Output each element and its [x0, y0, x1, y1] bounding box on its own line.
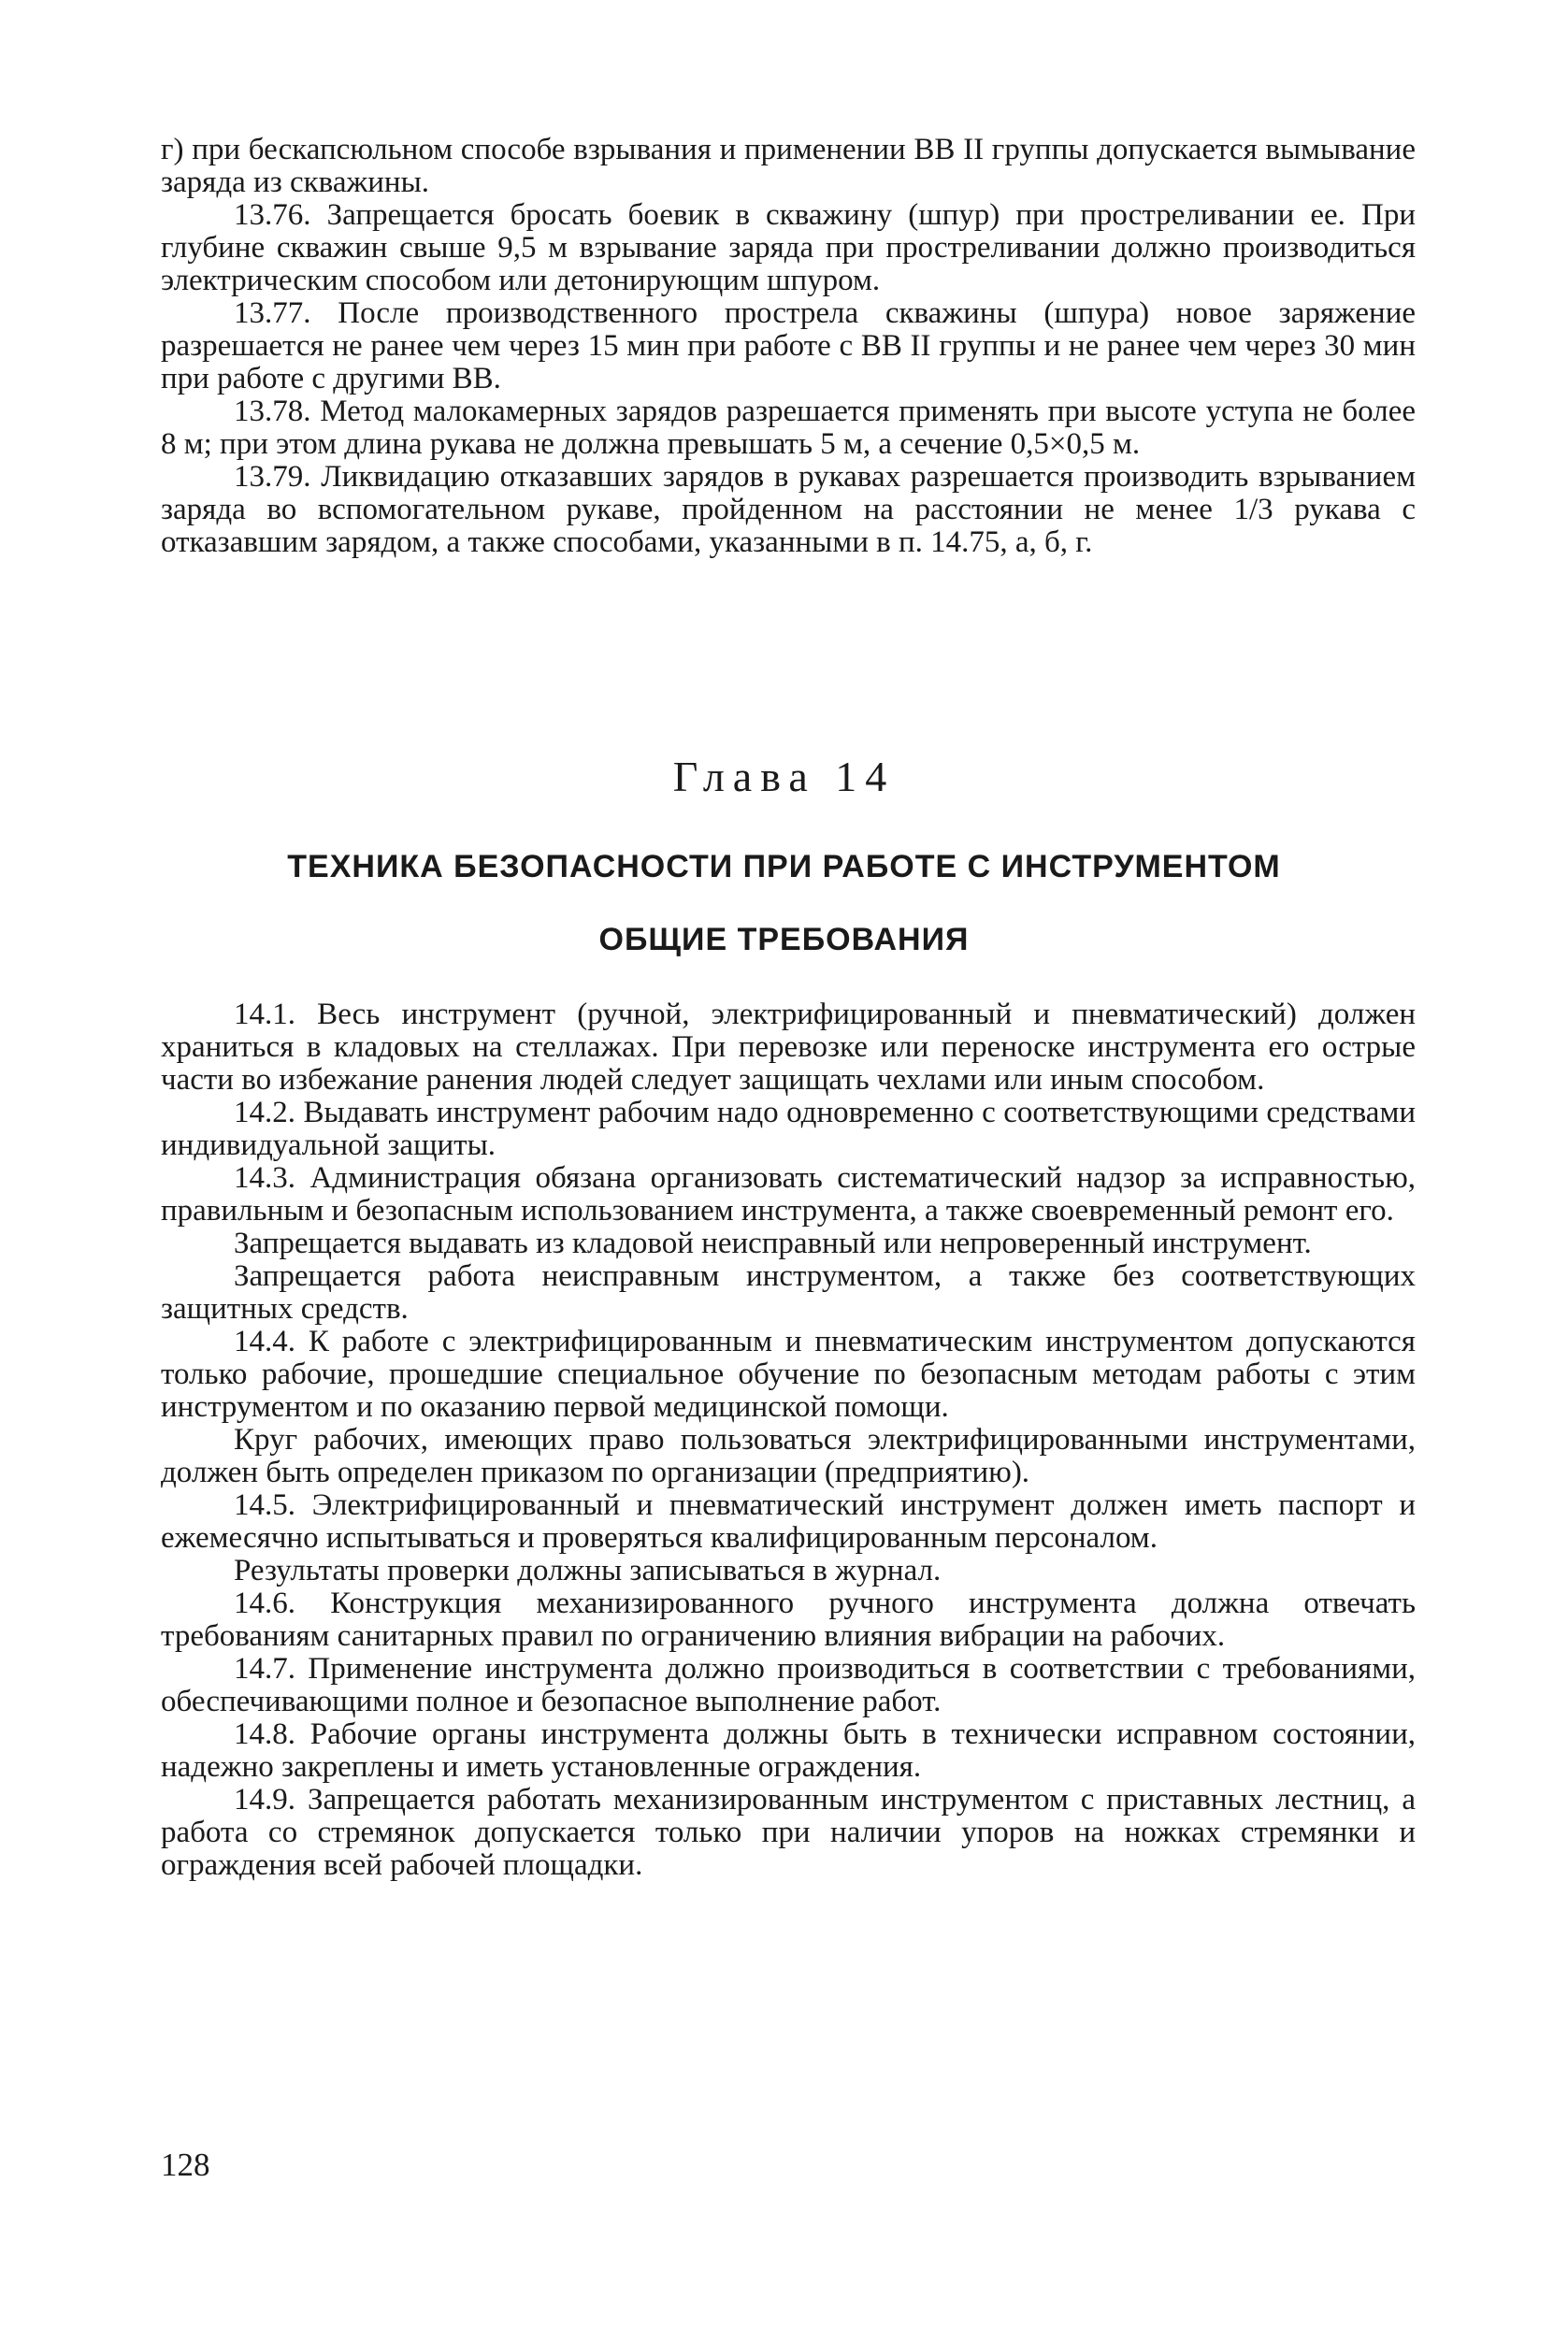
paragraph-14-1: 14.1. Весь инструмент (ручной, электрифицированный и пневматический) должен храниться в кладовых на стеллажах. При перевозке или переноске инструмента его острые части во избежание ранения людей следует защищать чехлами или иным способом.: [161, 998, 1416, 1097]
chapter-14-text: [161, 998, 1416, 1882]
paragraph-14-3-note-1: Запрещается выдавать из кладовой неисправный или непроверенный инструмент.: [234, 1227, 1312, 1260]
paragraph-14-9: 14.9. Запрещается работать механизированным инструментом с приставных лестниц, а работа со стремянок допускается только при наличии упоров на ножках стремянки и ограждения всей рабочей площадки.: [161, 1783, 1416, 1882]
chapter-heading: Глава 14: [672, 753, 896, 800]
paragraph-14-8: 14.8. Рабочие органы инструмента должны быть в технически исправном состоянии, надежно закреплены и иметь установленные ограждения.: [161, 1717, 1416, 1784]
paragraph-14-3-note-2: Запрещается работа неисправным инструментом, а также без соответствующих защитных средств.: [161, 1259, 1416, 1326]
paragraph-14-4: 14.4. К работе с электрифицированным и пневматическим инструментом допускаются только рабочие, прошедшие специальное обучение по безопасным методам работы с этим инструментом и по оказанию первой медицинской помощи.: [161, 1325, 1416, 1424]
paragraph-13-75g: г) при бескапсюльном способе взрывания и применении ВВ II группы допускается вымывание заряда из скважины.: [161, 133, 1416, 199]
chapter-title: ТЕХНИКА БЕЗОПАСНОСТИ ПРИ РАБОТЕ С ИНСТРУМЕНТОМ: [287, 849, 1281, 884]
paragraph-13-76: 13.76. Запрещается бросать боевик в скважину (шпур) при простреливании ее. При глубине скважин свыше 9,5 м взрывание заряда при простреливании должно производиться электрическим способом или детонирующим шпуром.: [161, 198, 1416, 297]
paragraph-13-79: 13.79. Ликвидацию отказавших зарядов в рукавах разрешается производить взрыванием заряда во вспомогательном рукаве, пройденном на расстоянии не менее 1/3 рукава с отказавшим зарядом, а также способами, указанными в п. 14.75, а, б, г.: [161, 460, 1416, 559]
paragraph-14-7: 14.7. Применение инструмента должно производиться в соответствии с требованиями, обеспечивающими полное и безопасное выполнение работ.: [161, 1652, 1416, 1718]
section-title: ОБЩИЕ ТРЕБОВАНИЯ: [598, 922, 970, 957]
page-number: 128: [161, 2147, 210, 2183]
paragraph-14-4-note: Круг рабочих, имеющих право пользоваться электрифицированными инструментами, должен быть определен приказом по организации (предприятию).: [161, 1423, 1416, 1489]
previous-chapter-text: [161, 134, 1416, 559]
paragraph-13-78: 13.78. Метод малокамерных зарядов разрешается применять при высоте уступа не более 8 м; при этом длина рукава не должна превышать 5 м, а сечение 0,5×0,5 м.: [161, 395, 1416, 461]
paragraph-14-2: 14.2. Выдавать инструмент рабочим надо одновременно с соответствующими средствами индивидуальной защиты.: [161, 1096, 1416, 1162]
paragraph-14-3: 14.3. Администрация обязана организовать систематический надзор за исправностью, правильным и безопасным использованием инструмента, а также своевременный ремонт его.: [161, 1161, 1416, 1228]
paragraph-14-5-note: Результаты проверки должны записываться в журнал.: [234, 1554, 942, 1587]
paragraph-14-6: 14.6. Конструкция механизированного ручного инструмента должна отвечать требованиям санитарных правил по ограничению влияния вибрации на рабочих.: [161, 1587, 1416, 1653]
paragraph-14-5: 14.5. Электрифицированный и пневматический инструмент должен иметь паспорт и ежемесячно испытываться и проверяться квалифицированным персоналом.: [161, 1488, 1416, 1555]
paragraph-13-77: 13.77. После производственного прострела скважины (шпура) новое заряжение разрешается не ранее чем через 15 мин при работе с ВВ II группы и не ранее чем через 30 мин при работе с другими ВВ.: [161, 296, 1416, 395]
